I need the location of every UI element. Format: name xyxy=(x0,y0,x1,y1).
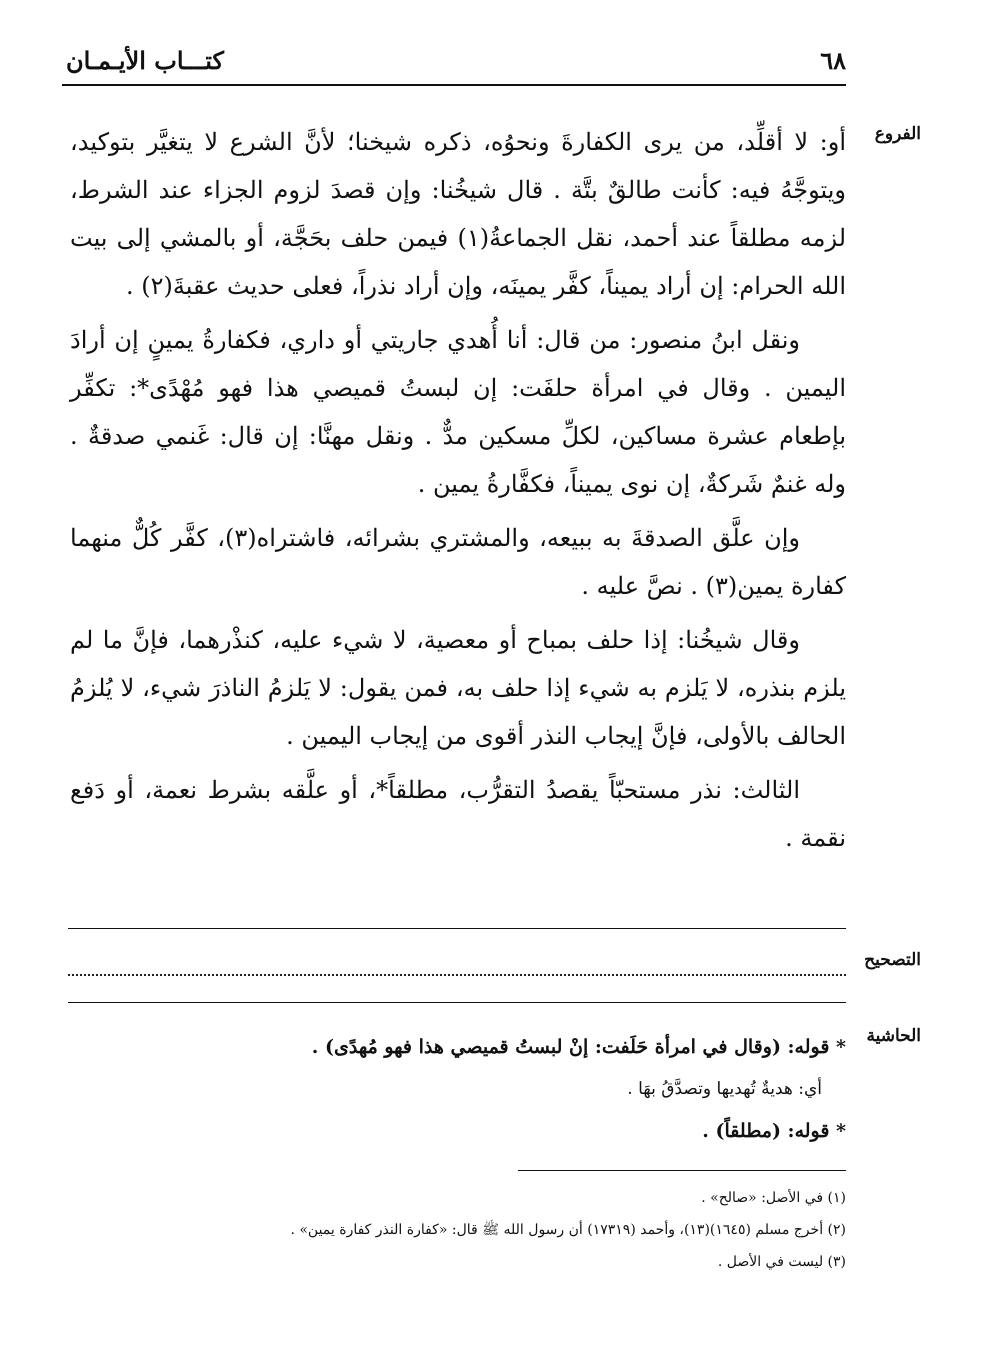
main-paragraph: وإن علَّق الصدقةَ به ببيعه، والمشتري بشرائه، فاشتراه(٣)، كفَّر كُلٌّ منهما كفارة يمين(٣) . نصَّ عليه . xyxy=(70,524,846,600)
margin-label-tasheeh: التصحيح xyxy=(864,950,921,970)
margin-label-hashiya: الحاشية xyxy=(866,1026,921,1046)
page-header xyxy=(62,42,846,82)
book-title: كتـــاب الأيـمـان xyxy=(66,46,224,75)
main-text xyxy=(70,118,846,868)
tasheeh-top-rule xyxy=(68,928,846,929)
main-paragraph: أو: لا أقلِّد، من يرى الكفارةَ ونحوُه، ذكره شيخنا؛ لأنَّ الشرع لا يتغيَّر بتوكيد، ويتوجَّهُ فيه: كأنت طالقٌ بتَّة . قال شيخُنا: وإن قصدَ لزوم الجزاء عند الشرط، لزمه مطلقاً عند أحمد، نقل الجماعةُ(١) فيمن حلف بحَجَّة، أو بالمشي إلى بيت الله الحرام: إن أراد يميناً، كفَّر يمينَه، وإن أراد نذراً، فعلى حديث عقبةَ(٢) . xyxy=(70,128,847,300)
header-divider xyxy=(62,84,846,86)
hashiya-note: * قوله: (وقال في امرأة حَلَفت: إنْ لبستُ قميصي هذا فهو مُهدًى) . xyxy=(311,1036,846,1058)
page-number: ٦٨ xyxy=(820,46,846,75)
main-paragraph: الثالث: نذر مستحبّاً يقصدُ التقرُّب، مطلقاً*، أو علَّقه بشرط نعمة، أو دَفع نقمة . xyxy=(70,776,846,852)
footnote: (١) في الأصل: «صالح» . xyxy=(701,1190,846,1206)
tasheeh-bottom-rule xyxy=(68,1002,846,1003)
footnote: (٣) ليست في الأصل . xyxy=(717,1254,846,1270)
hashiya-note: * قوله: (مطلقاً) . xyxy=(702,1120,846,1142)
footnote-divider xyxy=(518,1170,846,1171)
hashiya-explanation: أي: هديةٌ تُهديها وتصدَّقُ بهَا . xyxy=(627,1079,822,1099)
footnotes xyxy=(70,1182,846,1278)
hashiya-notes xyxy=(70,1026,846,1152)
margin-label-furu: الفروع xyxy=(874,124,921,144)
main-paragraph: وقال شيخُنا: إذا حلف بمباح أو معصية، لا شيء عليه، كنذْرهما، فإنَّ ما لم يلزم بنذره، لا يَلزم به شيء إذا حلف به، فمن يقول: لا يَلزمُ الناذرَ شيء، لا يُلزمُ الحالف بالأولى، فإنَّ إيجاب النذر أقوى من إيجاب اليمين . xyxy=(70,626,846,750)
footnote: (٢) أخرج مسلم (١٦٤٥)(١٣)، وأحمد (١٧٣١٩) أن رسول الله ﷺ قال: «كفارة النذر كفارة يمين» . xyxy=(290,1222,846,1238)
main-paragraph: ونقل ابنُ منصور: من قال: أنا أُهدي جاريتي أو داري، فكفارةُ يمينٍ إن أرادَ اليمين . وقال في امرأة حلفَت: إن لبستُ قميصي هذا فهو مُهْدًى*: تكفِّر بإطعام عشرة مساكين، لكلِّ مسكين مدٌّ . ونقل مهنَّا: إن قال: غَنمي صدقةٌ . وله غنمٌ شَركةٌ، إن نوى يميناً، فكفَّارةُ يمين . xyxy=(70,326,846,498)
tasheeh-dotted-line xyxy=(68,954,846,976)
